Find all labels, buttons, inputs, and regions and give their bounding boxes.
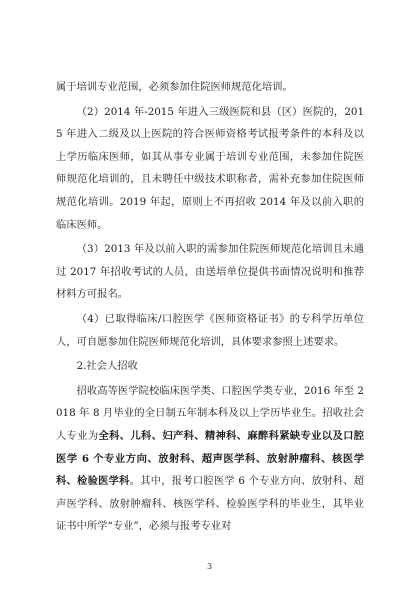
- paragraph-2: （2）2014 年-2015 年进入三级医院和县（区）医院的，2015 年进入二级及以上医院的符合医师资格考试报考条件的本科及以上学历临床医师，如其从事专业属于培训专业范围，未参加住院医师规范化培训的，且未聘任中级技术职称者，需补充参加住院医师规范化培训。2019 年起，原则上不再招收 2014 年及以前入职的临床医师。: [56, 105, 364, 231]
- document-body: [56, 76, 364, 540]
- paragraph-1: 属于培训专业范围，必须参加住院医师规范化培训。: [56, 81, 293, 93]
- paragraph-6: [56, 380, 364, 538]
- page-number: 3: [206, 562, 213, 571]
- paragraph-3: （3）2013 年及以前入职的需参加住院医师规范化培训且未通过 2017 年招收考试的人员，由送培单位提供书面情况说明和推荐材料方可报名。: [56, 243, 364, 301]
- paragraph-6-text-after: 。其中，报考口腔医学 6 个专业方向、放射科、超声医学科、放射肿瘤科、核医学科、检验医学科的毕业生，其毕业证书中所学“专业”，必须与报考专业对: [56, 475, 364, 533]
- section-heading-social-recruitment: 2.社会人招收: [76, 360, 138, 373]
- paragraph-6-text-before: 招收高等医学院校临床医学类、口腔医学类专业，2016 年至 2018 年 8 月毕业的全日制五年制本科及以上学历毕业生。招收社会人专业为: [56, 384, 364, 442]
- paragraph-6-bold-specialties: 全科、儿科、妇产科、精神科、麻醉科紧缺专业以及口腔医学 6 个专业方向、放射科、超声医学科、放射肿瘤科、核医学科、检验医学科: [56, 429, 365, 488]
- paragraph-4: （4）已取得临床/口腔医学《医师资格证书》的专科学历单位人，可自愿参加住院医师规范化培训，具体要求参照上述要求。: [56, 312, 364, 348]
